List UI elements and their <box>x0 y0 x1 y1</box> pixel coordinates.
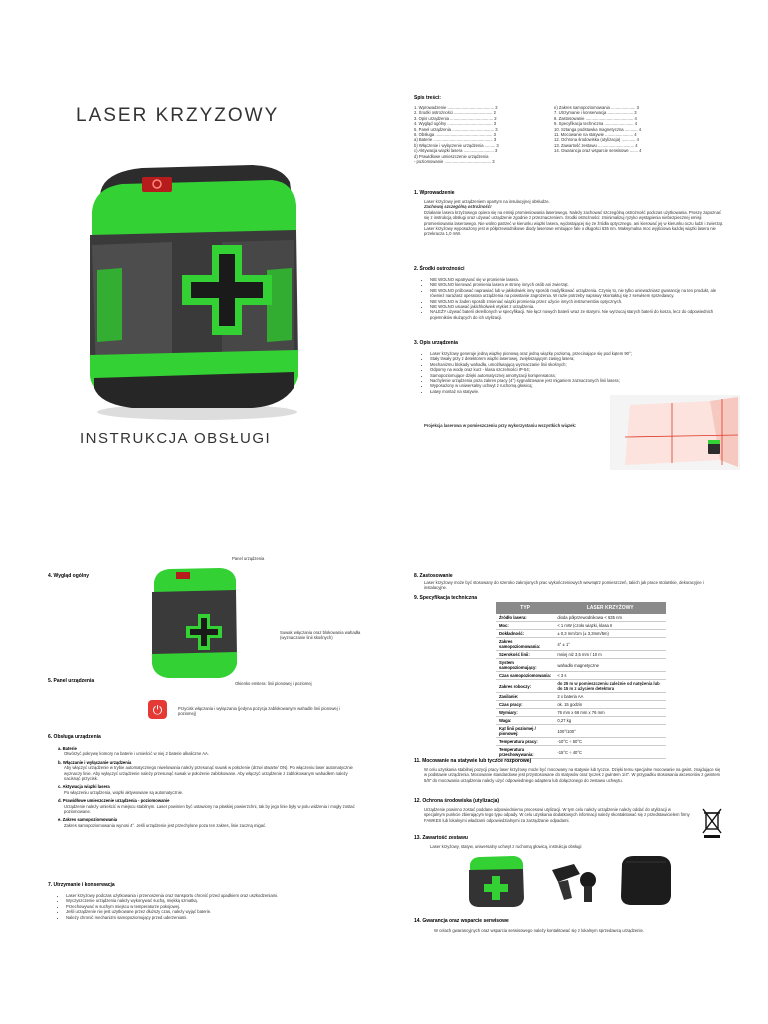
list-item: • Jeśli urządzenie nie jest użytkowane przez dłuższy czas, należy wyjąć baterie. <box>66 909 366 914</box>
toc-entry[interactable]: 4. Wygląd ogólny ....................................... 3 <box>414 121 497 127</box>
power-button[interactable] <box>148 700 167 719</box>
toc-entry[interactable]: 5. Panel urządzenia .................................... 3 <box>414 126 498 132</box>
table-row <box>496 651 666 659</box>
operation-c-title: c. Aktywacja wiązki lasera <box>58 784 110 790</box>
spec-heading: 9. Specyfikacja techniczna <box>414 595 478 601</box>
spec-value: wahadło magnetyczne <box>554 659 666 672</box>
usage-text: Laser krzyżowy może być stosowany do szeroko zakrojonych prac wykończeniowych wewnątrz pomieszczeń, takich jak prace stolarskie, dekoracyjne i instalacyjne. <box>424 580 704 591</box>
set-case-image <box>616 852 674 908</box>
cover-page <box>0 0 384 512</box>
toc-entry[interactable]: 11. Mocowanie na statywie ........................ 4 <box>554 132 637 138</box>
spec-key: System samopoziomujący: <box>496 659 554 672</box>
toc-right-column <box>554 105 714 154</box>
safety-list <box>420 277 730 320</box>
spec-key: Waga: <box>496 717 554 725</box>
list-item: • NIE WOLNO w żaden sposób zmieniać wiązki promienia przez użycie innych instrumentów optycznych. <box>430 299 730 304</box>
operation-d-text: Urządzenie należy umieścić w miejscu stabilnym. Laser powinien być ustawiony na płaskiej powierzchni, tak by jego linie były w polu widzenia i mogły zostać poziomowane. <box>64 803 355 815</box>
table-row <box>496 709 666 717</box>
list-item: • Odporny na wodę oraz kurz - klasa szczelności IP-54; <box>430 367 730 372</box>
laser-device-image <box>82 150 304 422</box>
list-item: • Należy chronić mechanizm samopoziomujący przed uderzeniami. <box>66 915 366 920</box>
toc-entry[interactable]: 8. Zastosowanie ......................................... 4 <box>554 115 637 121</box>
contents-text: Laser krzyżowy, statyw, uniwersalny uchwyt z ruchomą głowicą, instrukcja obsługi <box>430 844 582 849</box>
spec-value: -10°C ÷ 50°C <box>554 738 666 746</box>
table-row <box>496 725 666 738</box>
warranty-heading: 14. Gwarancja oraz wsparcie serwisowe <box>414 918 509 924</box>
toc-entry[interactable]: - poziomowanie ........................................ 3 <box>414 159 495 165</box>
toc-entry[interactable]: 10. Sztanga podstawka magnetyczna ........... 4 <box>554 126 642 132</box>
operation-e-title: e. Zakres samopoziomowania <box>58 817 118 823</box>
table-row <box>496 693 666 701</box>
operation-e-text: Zakres samopoziomowania wynosi 4°. Jeśli urządzenie jest przechylone poza ten zakres, linie zaczną migać. <box>64 822 267 828</box>
contents-heading: 13. Zawartość zestawu <box>414 835 468 841</box>
list-item: • Samopoziomujące dzięki automatycznej amortyzacji kompensatora; <box>430 373 730 378</box>
cover-subtitle: INSTRUKCJA OBSŁUGI <box>80 430 272 447</box>
list-item: • Laser krzyżowy generuje jedną wiązkę pionową oraz jedną wiązkę poziomą, przecinające się pod kątem 90°; <box>430 351 730 356</box>
spec-key: Dokładność: <box>496 630 554 638</box>
toc-entry[interactable]: 2. Środki ostrożności ................................. 2 <box>414 110 496 116</box>
toc-entry[interactable]: 13. Zawartość zestawu ............................... 4 <box>554 142 638 148</box>
list-item: • Wyczyszczenie urządzenia należy wykonywać suchą, miękką szmatką. <box>66 898 366 903</box>
toc-left-column <box>414 105 549 164</box>
spec-value: ± 0,3 mm/1m (± 3,3mm/5m) <box>554 630 666 638</box>
operation-c-text: Po włączeniu urządzenia, wiązki aktywowane są automatycznie. <box>64 789 184 795</box>
operation-a-text: Otwórzyć pokrywę komory na baterie i umieścić w niej 2 baterie alkaliczne AA. <box>64 751 209 757</box>
table-row <box>496 638 666 651</box>
list-item: • Łatwy montaż na statywie. <box>430 389 730 394</box>
label-switch: Suwak włączania oraz blokowania wahadła (wyznaczanie linii skośnych) <box>280 630 361 641</box>
spec-value: 76 mm x 66 mm x 76 mm <box>554 709 666 717</box>
table-row <box>496 738 666 746</box>
env-heading: 12. Ochrona środowiska (utylizacja) <box>414 798 500 804</box>
maintenance-list <box>56 893 366 920</box>
table-row <box>496 680 666 693</box>
warranty-text: W celach gwarancyjnych oraz wsparcia serwisowego należy kontaktować się z lokalnym sprzedawcą urządzenie. <box>434 928 644 933</box>
set-clamp-image <box>544 860 604 905</box>
safety-heading: 2. Środki ostrożności <box>414 266 465 272</box>
spec-value: -15°C ÷ 40°C <box>554 746 666 759</box>
spec-value: < 3 s <box>554 672 666 680</box>
operation-d-title: d. Prawidłowe umieszczenie urządzenia - poziomowanie <box>58 798 170 804</box>
label-window: Okienko emitera: linii pionowej i poziomej <box>235 681 312 686</box>
intro-heading: 1. Wprowadzenie <box>414 190 455 196</box>
spec-key: Zakres roboczy: <box>496 680 554 693</box>
list-item: • Wyposażony w uniwersalny uchwyt z ruchomą głowicą; <box>430 383 730 388</box>
usage-heading: 8. Zastosowanie <box>414 573 453 579</box>
table-row <box>496 672 666 680</box>
label-panel: Panel urządzenia <box>232 556 265 561</box>
general-heading: 4. Wygląd ogólny <box>48 573 90 579</box>
set-laser-image <box>466 854 526 909</box>
toc-entry[interactable]: c) Aktywacja wiązki lasera .......................... 3 <box>414 148 498 154</box>
operation-b-title: b. Włączanie i wyłączanie urządzenia <box>58 759 132 765</box>
operation-a-title: a. Baterie <box>58 746 77 751</box>
spec-key: Zakres samopoziomowania: <box>496 638 554 651</box>
spec-page <box>384 512 768 1024</box>
table-row <box>496 701 666 709</box>
spec-key: Kąt linii poziomej / pionowej: <box>496 725 554 738</box>
list-item: • Przechowywać w suchym miejscu w temperaturze pokojowej. <box>66 904 366 909</box>
spec-col-laser: LASER KRZYŻOWY <box>554 602 666 614</box>
toc-title: Spis treści: <box>414 95 441 101</box>
spec-value: ok. 15 godzin <box>554 701 666 709</box>
power-icon: ⏻ <box>152 702 163 717</box>
spec-value: mniej niż 3,5 mm / 10 m <box>554 651 666 659</box>
toc-entry[interactable]: 1. Wprowadzenie ........................................ 2 <box>414 105 498 110</box>
toc-entry[interactable]: b) Włączenie i wyłączenie urządzenia ......... 3 <box>414 142 499 148</box>
toc-entry[interactable]: 3. Opis urządzenia ..................................... 2 <box>414 115 497 121</box>
toc-entry[interactable]: 14. Gwarancja oraz wsparcie serwisowe ....... 4 <box>554 148 642 154</box>
spec-key: Wymiary: <box>496 709 554 717</box>
weee-bin-icon <box>700 807 724 839</box>
tripod-text: W celu uzyskania stabilnej pozycji pracy laser krzyżowy może być mocowany na statywie lub tyczce. Dzięki temu specjalne mocowanie na gwint, znajdujące się w podstawie urządzenia. Mocowanie standardowe jest przystosowane do statywów oraz tyczek z gwintem 1/4". W przypadku stosowania akcesoriów z gwintem 5/8" do mocowania urządzenia należy użyć odpowiedniego adaptera lub dołączonego do zestawu uchwytu. <box>424 767 721 783</box>
cover-title: LASER KRZYZOWY <box>76 105 280 126</box>
spec-value: < 1 mW (czoło wiązki, klasa II <box>554 622 666 630</box>
intro-body <box>424 199 724 237</box>
spec-value: do 25 m w pomieszczeniu zależnie od natężenia lub do 15 m z użyciem detektora <box>554 680 666 693</box>
spec-col-type: TYP <box>496 602 554 614</box>
spec-value: 4° ± 1° <box>554 638 666 651</box>
list-item: • NIE WOLNO usuwać jakichkolwiek etykiet z urządzenia. <box>430 304 730 309</box>
list-item: • Mechanizmu blokady wahadła, umożliwiającą wyznaczanie linii skośnych; <box>430 362 730 367</box>
table-row <box>496 622 666 630</box>
spec-value: 2 x bateria AA <box>554 693 666 701</box>
list-item: • Stały trwały przy z detektorem wiązki laserowej, zwiększającym zasięg lasera; <box>430 356 730 361</box>
laser-device-front-image <box>148 564 240 684</box>
spec-value: 0,27 kg <box>554 717 666 725</box>
room-projection-image <box>610 395 740 470</box>
toc-entry[interactable]: d) Prawidłowe umieszczenie urządzenia <box>414 153 489 159</box>
operation-b-text: Aby włączyć urządzenie w trybie automatycznego niwelowania należy przesunąć suwak w położenie (drzwi otwarte/ ON). Po włączeniu laser automatycznie wyznaczy linie. Aby wyłączyć urządzenie należy przesunąć suwak w położenie zablokowane. Aby włączyć urządzenie z zablokowanym wahadłem należy nacisnąć przycisk. <box>64 765 353 782</box>
operation-body <box>58 746 358 828</box>
panel-heading: 5. Panel urządzenia <box>48 678 95 684</box>
list-item: • NALEŻY używać baterii określonych w specyfikacji. Nie łącz nowych baterii wraz ze starymi. Nie wyrzucaj starych baterii do kosza, lecz do odpowiednich pojemników służących do ich utylizacji. <box>430 309 730 320</box>
table-row <box>496 614 666 622</box>
toc-entry[interactable]: 6. Obsługa ................................................. 3 <box>414 132 496 138</box>
list-item: • Nachylenie urządzenia poza zakres pracy (4°) sygnalizowane jest miganiem zaznaczonych linii lasera; <box>430 378 730 383</box>
list-item: • Laser krzyżowy podczas użytkowania i przenoszenia oraz transportu chronić przed upadkiem oraz uszkodzeniami. <box>66 893 366 898</box>
maintenance-heading: 7. Utrzymanie i konserwacja <box>48 882 115 888</box>
toc-entry[interactable]: e) Zakres samopoziomowania ..................... 3 <box>554 105 639 110</box>
spec-table <box>496 602 666 759</box>
table-row <box>496 717 666 725</box>
spec-key: Zasilanie: <box>496 693 554 701</box>
tripod-heading: 11. Mocowanie na statywie lub tyczce rozporowej <box>414 758 531 764</box>
table-row <box>496 746 666 759</box>
spec-key: Czas pracy: <box>496 701 554 709</box>
spec-key: Źródło lasera: <box>496 614 554 622</box>
power-button-description: Przycisk włączania i wyłączania (jedyna pozycja zablokowanym wahadle linii pionowej i poziomej) <box>178 706 340 717</box>
toc-intro-page <box>384 0 768 512</box>
spec-key: Czas samopoziomowania: <box>496 672 554 680</box>
operation-heading: 6. Obsługa urządzenia <box>48 734 101 740</box>
intro-p2: Zachowaj szczególną ostrożność! <box>424 204 492 210</box>
list-item: • NIE WOLNO wpatrywać się w promienie lasera. <box>430 277 730 282</box>
spec-key: Temperatura pracy: <box>496 738 554 746</box>
operation-page <box>0 512 384 1024</box>
intro-p3: Działanie lasera krzyżowego opiera się na emisji promieniowania laserowego. Należy zachować szczególną ostrożność podczas użytkowania. Proszę zapoznać się z instrukcją obsługi oraz używać urządzenie zgodnie z przeznaczeniem. Środki ostrożności: zminimalizuj ryzyko wystąpienia niebezpiecznej emisji promieniowania laserowego. Nie wolno patrzeć w kierunku wiązki lasera, wydostającej się ze źródła optycznego, ani kierować jej w kierunku oczu ludzi i zwierząt. Laser krzyżowy wyposażony jest w półprzewodnikowe diody laserowe emitujące fale o długości 635 nm. Maksymalna moc wyjściowa każdej wiązki lasera nie przekracza 1,0 mW. <box>424 209 724 237</box>
toc-entry[interactable]: a) Baterie ................................................... 3 <box>414 137 497 143</box>
toc-entry[interactable]: 9. Specyfikacja techniczna ......................... 4 <box>554 121 638 127</box>
env-text: Urządzenie powinno zostać poddane odpowiedniemu procesowi utylizacji. W tym celu należy urządzenie należy oddać do utylizacji w specjalnym punkcie zbierającym tego typu odpady. W celu uzyskania dodatkowych informacji należy skontaktować się z przedstawicielem firmy FAWKES lub lokalnymi władzami odpowiedzialnymi za zarządzanie odpadami. <box>424 807 690 823</box>
list-item: • NIE WOLNO kierować promienia lasera w stronę innych osób ani zwierząt. <box>430 282 730 287</box>
table-header-row <box>496 602 666 614</box>
toc-entry[interactable]: 12. Ochrona środowiska (utylizacja) ............ 4 <box>554 137 639 143</box>
intro-p1: Laser krzyżowy jest urządzeniem opartym na insulacyjnej obsłudze. <box>424 199 550 204</box>
table-row <box>496 630 666 638</box>
description-list <box>420 351 730 394</box>
spec-key: Temperatura przechowywania: <box>496 746 554 759</box>
spec-key: Moc: <box>496 622 554 630</box>
spec-value: 100°/100° <box>554 725 666 738</box>
spec-key: Szerokość linii: <box>496 651 554 659</box>
table-row <box>496 659 666 672</box>
projection-caption: Projekcja laserowa w pomieszczeniu przy wykorzystaniu wszystkich wiązek: <box>424 423 577 428</box>
spec-value: dioda półprzewodnikowa < 635 nm <box>554 614 666 622</box>
description-heading: 3. Opis urządzenia <box>414 340 458 346</box>
toc-entry[interactable]: 7. Utrzymanie i konserwacja ...................... 3 <box>554 110 637 116</box>
list-item: • NIE WOLNO próbować naprawiać lub w jakikolwiek inny sposób modyfikować urządzenia. Czynię to, nie tylko unieważniasz gwarancję na ten produkt, ale również narażasz operatora urządzenia na powstanie zagrożenia. W razie potrzeby naprawy skontaktuj się z serwisem sprzedawcy. <box>430 288 730 299</box>
